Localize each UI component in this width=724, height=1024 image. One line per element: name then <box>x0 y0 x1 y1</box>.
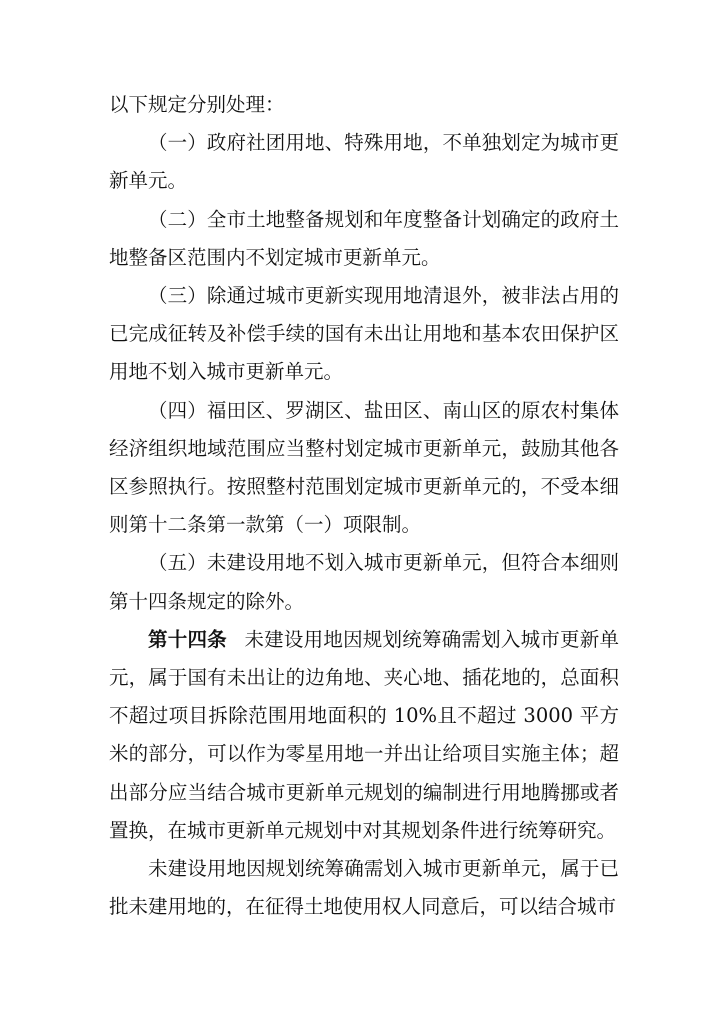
paragraph-item-2: （二）全市土地整备规划和年度整备计划确定的政府土地整备区范围内不划定城市更新单元。 <box>109 207 619 269</box>
paragraph-item-4: （四）福田区、罗湖区、盐田区、南山区的原农村集体经济组织地域范围应当整村划定城市更新单元，鼓励其他各区参照执行。按照整村范围划定城市更新单元的，不受本细则第十二条第一款第（一）项限制。 <box>109 398 619 537</box>
article-body: 未建设用地因规划统筹确需划入城市更新单元，属于国有未出让的边角地、夹心地、插花地的，总面积不超过项目拆除范围用地面积的 10%且不超过 3000 平方米的部分，可以作为零星用地一并出让给项目实施主体；超出部分应当结合城市更新单元规划的编制进行用地腾挪或者置换，在城市更新单元规划中对其规划条件进行统筹研究。 <box>109 627 619 842</box>
paragraph-article-14 <box>109 621 619 850</box>
paragraph-item-3: （三）除通过城市更新实现用地清退外，被非法占用的已完成征转及补偿手续的国有未出让用地和基本农田保护区用地不划入城市更新单元。 <box>109 284 619 384</box>
paragraph-continuation: 未建设用地因规划统筹确需划入城市更新单元，属于已批未建用地的，在征得土地使用权人同意后，可以结合城市 <box>109 857 619 919</box>
paragraph-item-5: （五）未建设用地不划入城市更新单元，但符合本细则第十四条规定的除外。 <box>109 551 619 613</box>
paragraph-intro: 以下规定分别处理： <box>109 93 285 116</box>
document-page <box>109 86 619 926</box>
paragraph-item-1: （一）政府社团用地、特殊用地，不单独划定为城市更新单元。 <box>109 131 619 193</box>
article-label: 第十四条 <box>148 627 227 651</box>
